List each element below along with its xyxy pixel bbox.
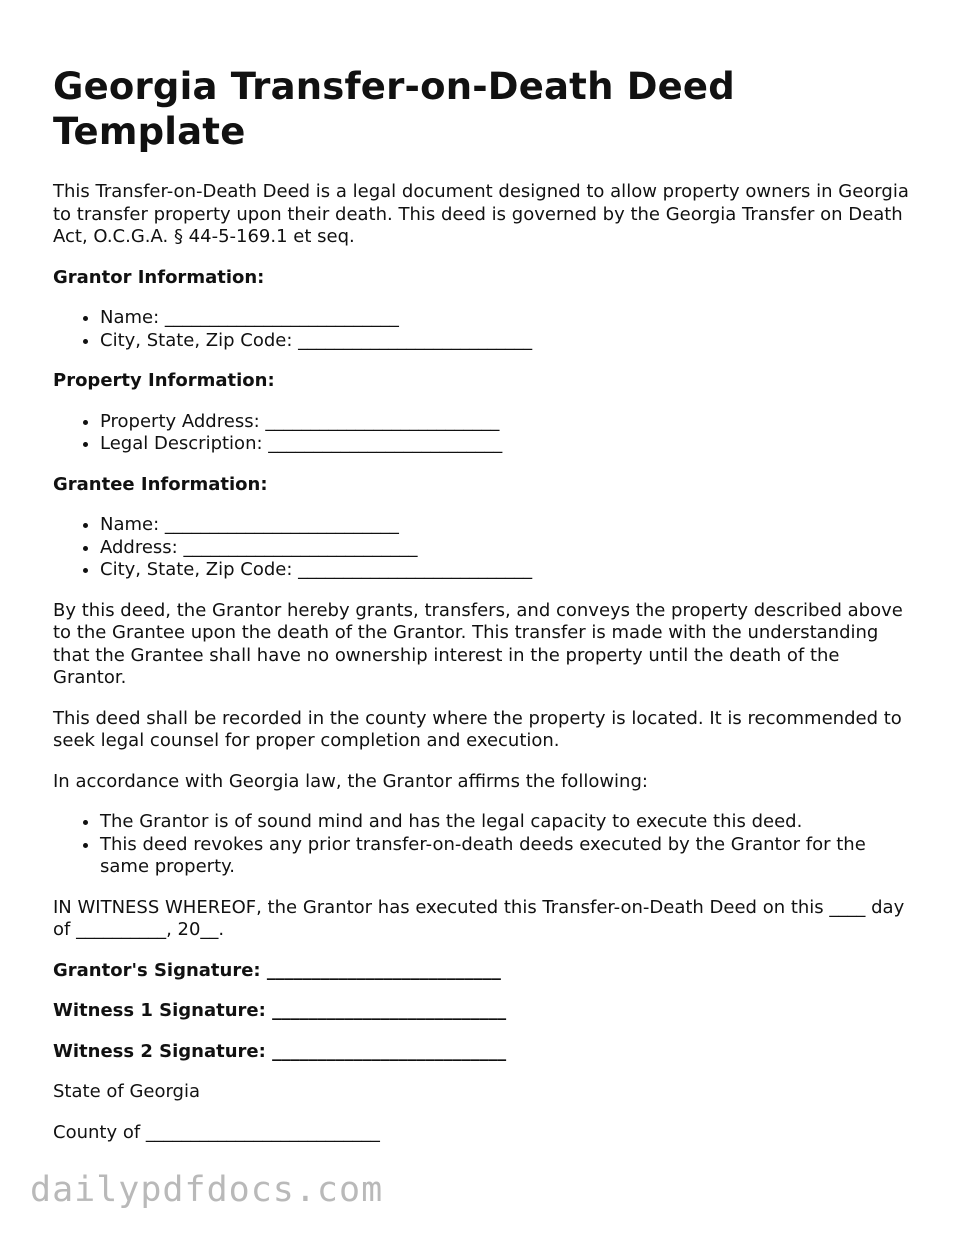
affirmation-item: • The Grantor is of sound mind and has the legal capacity to execute this deed.	[100, 811, 913, 834]
property-heading: Property Information:	[53, 370, 275, 391]
grantee-list	[53, 514, 913, 582]
grantor-heading: Grantor Information:	[53, 266, 265, 288]
affirm-paragraph: In accordance with Georgia law, the Grantor affirms the following:	[53, 770, 648, 792]
grantor-signature-line: Grantor's Signature: __________________________	[53, 959, 501, 981]
property-address-field: • Property Address: __________________________	[100, 411, 913, 434]
affirmation-item: • This deed revokes any prior transfer-on-death deeds executed by the Grantor for the same property.	[100, 834, 913, 879]
county-line: County of __________________________	[53, 1121, 380, 1143]
state-line: State of Georgia	[53, 1081, 201, 1102]
witness2-signature-line: Witness 2 Signature: __________________________	[53, 1040, 507, 1062]
affirmations-list	[53, 811, 913, 879]
conveyance-paragraph: By this deed, the Grantor hereby grants, transfers, and conveys the property described above to the Grantee upon the death of the Grantor. This transfer is made with the understanding that the Grantee shall have no ownership interest in the property until the death of the Grantor.	[53, 599, 903, 688]
grantor-list	[53, 307, 913, 352]
grantee-city-field: • City, State, Zip Code: __________________________	[100, 559, 913, 582]
document-page	[53, 64, 913, 1162]
witness-clause: IN WITNESS WHEREOF, the Grantor has executed this Transfer-on-Death Deed on this ____ day of __________, 20__.	[53, 896, 905, 940]
property-list	[53, 411, 913, 456]
legal-description-field: • Legal Description: __________________________	[100, 433, 913, 456]
intro-paragraph: This Transfer-on-Death Deed is a legal document designed to allow property owners in Georgia to transfer property upon their death. This deed is governed by the Georgia Transfer on Death Act, O.C.G.A. § 44-5-169.1 et seq.	[53, 181, 909, 247]
grantee-address-field: • Address: __________________________	[100, 537, 913, 560]
watermark-text: dailypdfdocs.com	[30, 1170, 384, 1210]
grantor-city-field: • City, State, Zip Code: __________________________	[100, 330, 913, 353]
recording-paragraph: This deed shall be recorded in the county where the property is located. It is recommended to seek legal counsel for proper completion and execution.	[53, 707, 902, 751]
witness1-signature-line: Witness 1 Signature: __________________________	[53, 1000, 507, 1021]
page-title: Georgia Transfer-on-Death Deed Template	[53, 65, 735, 153]
grantee-heading: Grantee Information:	[53, 473, 268, 495]
grantee-name-field: • Name: __________________________	[100, 514, 913, 537]
grantor-name-field: • Name: __________________________	[100, 307, 913, 330]
